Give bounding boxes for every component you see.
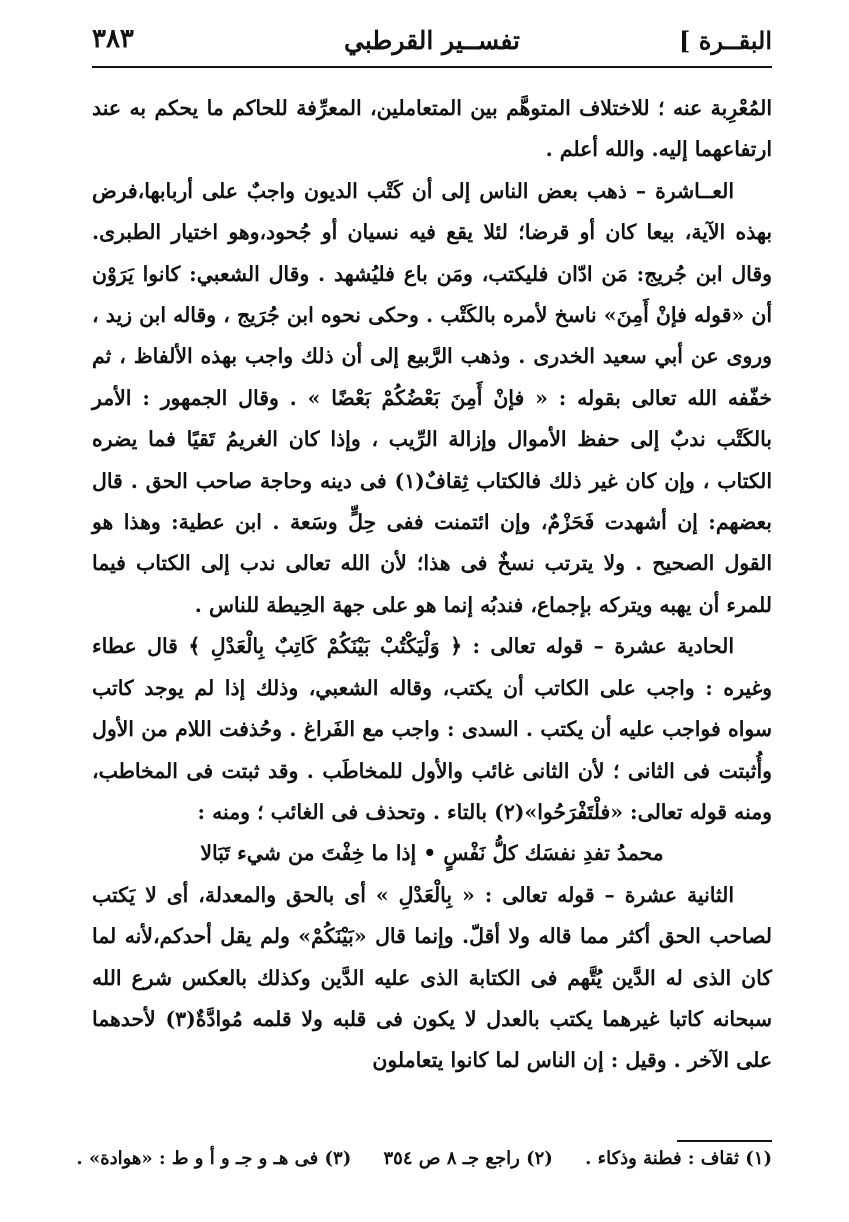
body-text — [92, 88, 772, 1082]
footnote-divider — [677, 1140, 772, 1142]
paragraph: الثانية عشرة – قوله تعالى : « بِالْعَدْلِ » أى بالحق والمعدلة، أى لا يَكتب لصاحب الحق أكثر مما قاله ولا أقلّ. وإنما قال «بَيْنَكُمْ» ولم يقل أحدكم،لأنه لما كان الذى له الدَّين يُتَّهم فى الكتابة الذى عليه الدَّين وكذلك بالعكس شرع الله سبحانه كاتبا غيرهما يكتب بالعدل لا يكون فى قلبه ولا قلمه مُوادَّةٌ(٣) لأحدهما على الآخر . وقيل : إن الناس لما كانوا يتعاملون — [92, 882, 772, 1073]
running-head-title: تفســير القرطبي — [344, 26, 520, 55]
footnote: (٢) راجع جـ ٨ ص ٣٥٤ — [383, 1148, 553, 1169]
footnote: (١) ثقاف : فطنة وذكاء . — [585, 1148, 772, 1169]
paragraph: المُعْرِبة عنه ؛ للاختلاف المتوهَّم بين المتعاملين، المعرِّفة للحاكم ما يحكم به عند ارتفاعهما إليه. والله أعلم . — [92, 96, 772, 162]
page-header — [92, 14, 772, 64]
running-head-surah: البقــرة ] — [679, 26, 772, 55]
page-number: ٣٨٣ — [92, 24, 134, 54]
footnotes — [76, 1148, 772, 1169]
header-divider — [92, 66, 772, 68]
poetry-verse: محمدُ تفدِ نفسَك كلُّ نَفْسٍ • إذا ما خِفْتَ من شيء تَبَالا — [200, 841, 664, 866]
paragraph: الحادية عشرة – قوله تعالى : ﴿ وَلْيَكْتُبْ بَيْنَكُمْ كَاتِبٌ بِالْعَدْلِ ﴾ قال عطاء وغيره : واجب على الكاتب أن يكتب، وقاله الشعبي، وذلك إذا لم يوجد كاتب سواه فواجب عليه أن يكتب . السدى : واجب مع الفَراغ . وحُذفت اللام من الأول وأُثبتت فى الثانى ؛ لأن الثانى غائب والأول للمخاطَب . وقد ثبتت فى المخاطب، ومنه قوله تعالى: «فلْتَفْرَحُوا»(٢) بالتاء . وتحذف فى الغائب ؛ ومنه : — [92, 634, 772, 824]
paragraph: العــاشرة – ذهب بعض الناس إلى أن كَتْب الديون واجبٌ على أربابها،فرض بهذه الآية، بيعا كان أو قرضا؛ لئلا يقع فيه نسيان أو جُحود،وهو اختيار الطبرى. وقال ابن جُريج: مَن ادّان فليكتب، ومَن باع فليُشهد . وقال الشعبي: كانوا يَرَوْن أن «قوله فإنْ أَمِنَ» ناسخ لأمره بالكَتْب . وحكى نحوه ابن جُرَيج ، وقاله ابن زيد ، وروى عن أبي سعيد الخدرى . وذهب الرَّبيع إلى أن ذلك واجب بهذه الألفاظ ، ثم خفّفه الله تعالى بقوله : « فإنْ أَمِنَ بَعْضُكُمْ بَعْضًا » . وقال الجمهور : الأمر بالكَتْب ندبٌ إلى حفظ الأموال وإزالة الرِّيب ، وإذا كان الغريمُ تَقيًا فما يضره الكتاب ، وإن كان غير ذلك فالكتاب ثِقافٌ(١) فى دينه وحاجة صاحب الحق . قال بعضهم: إن أشهدت فَحَزْمٌ، وإن ائتمنت ففى حِلٍّ وسَعة . ابن عطية: وهذا هو القول الصحيح . ولا يترتب نسخٌ فى هذا؛ لأن الله تعالى ندب إلى الكتاب فيما للمرء أن يهبه ويتركه بإجماع، فندبُه إنما هو على جهة الحِيطة للناس . — [92, 178, 772, 617]
footnote: (٣) فى هـ و جـ و أ و ط : «هوادة» . — [76, 1148, 352, 1169]
